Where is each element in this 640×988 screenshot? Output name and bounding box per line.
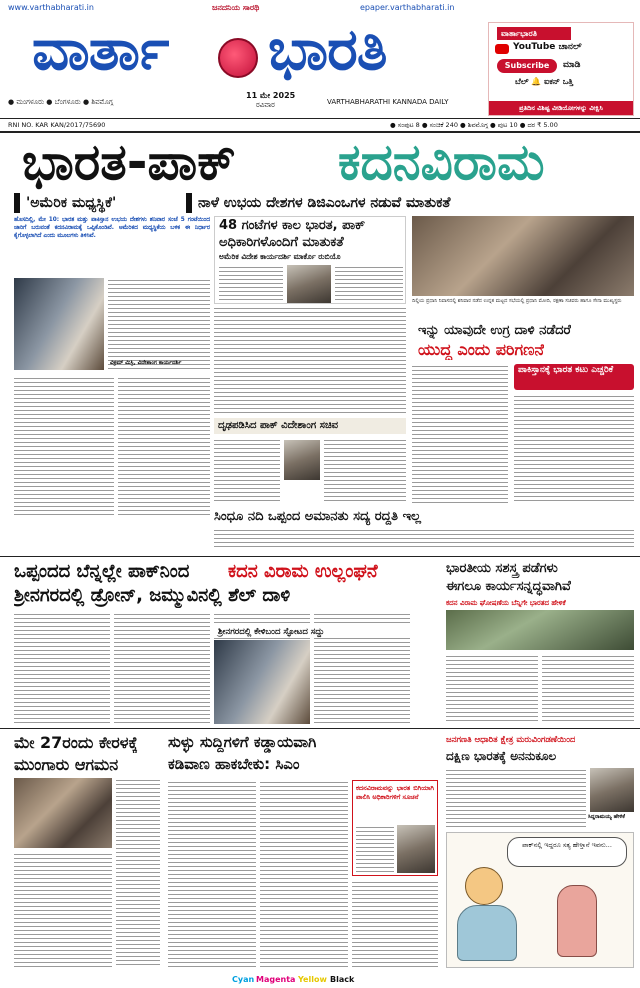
violation-body-1	[14, 612, 110, 724]
violation-body-2	[114, 612, 210, 724]
footer-black: Black	[330, 975, 355, 984]
footer-cyan: Cyan	[232, 975, 255, 984]
sindhu-headline: ಸಿಂಧೂ ನದಿ ಒಪ್ಪಂದ ಅಮಾನತು ಸದ್ಯ ರದ್ದತಿ ಇಲ್ಲ	[214, 509, 421, 524]
forces-subhead: ಕದನ ವಿರಾಮ ಘೋಷಣೆಯ ಬೆನ್ನಿಗೇ ಭಾರತದ ಹೇಳಿಕೆ	[446, 599, 566, 607]
rubio-photo	[287, 265, 331, 303]
sachiva-headline-bar	[214, 418, 406, 434]
war-body-left	[412, 364, 508, 504]
talks-body-left	[219, 265, 283, 303]
srinagar-photo	[214, 640, 310, 724]
section-divider-2	[0, 728, 640, 729]
title-right: ಭಾರತಿ	[268, 15, 387, 83]
section-divider-1	[0, 556, 640, 557]
cm-photo	[397, 825, 435, 873]
globe-logo-icon	[218, 38, 258, 78]
cartoon-figure-2	[557, 885, 597, 957]
color-bar	[0, 972, 640, 988]
monsoon-body-2	[14, 852, 112, 968]
violation-photo-caption-bar	[214, 626, 410, 638]
issue-date: 11 ಮೇ 2025	[246, 91, 296, 100]
masthead	[0, 0, 640, 118]
cm-box	[352, 780, 438, 876]
war-headline2: ಯುದ್ಧ ಎಂದು ಪರಿಗಣನೆ	[418, 340, 545, 359]
issue-info: ● ಸಂಪುಟ 8 ● ಸಂಚಿಕೆ 240 ● ಶಿವಮೊಗ್ಗ ● ಪುಟ 10 ● ದರ ₹ 5.00	[390, 121, 558, 129]
lead-body-a	[108, 278, 210, 370]
cm-headline1: ಸುಳ್ಳು ಸುದ್ದಿಗಳಿಗೆ ಕಡ್ಡಾಯವಾಗಿ	[168, 733, 317, 751]
monsoon-headline1: ಮೇ 27ರಂದು ಕೇರಳಕ್ಕೆ	[14, 733, 138, 752]
cartoon-bubble-text: ಪಾಕ್‌ನಲ್ಲಿ ಇದ್ದರೂ ಸತ್ಯ ಹೇಳ್ತಾನೆ ಇವನು...	[522, 841, 612, 849]
talks-headline2: ಅಧಿಕಾರಿಗಳೊಂದಿಗೆ ಮಾತುಕತೆ	[219, 235, 344, 250]
cm-headline2: ಕಡಿವಾಣ ಹಾಕಬೇಕು: ಸಿಎಂ	[168, 755, 300, 773]
promo-line4: ಬೆಲ್ 🔔 ಐಕನ್ ಒತ್ತಿ	[515, 77, 573, 86]
sub-right-box	[186, 193, 634, 213]
forces-headline1: ಭಾರತೀಯ ಸಶಸ್ತ್ರ ಪಡೆಗಳು	[446, 561, 558, 576]
talks-body-right	[335, 265, 403, 303]
census-body	[446, 768, 586, 828]
cm-body-1	[168, 780, 256, 968]
site-url-left[interactable]: www.varthabharati.in	[8, 3, 94, 12]
violation-headline2: ಶ್ರೀನಗರದಲ್ಲಿ ಡ್ರೋನ್, ಜಮ್ಮುವಿನಲ್ಲಿ ಶೆಲ್ ದಾಳಿ	[14, 585, 291, 606]
violation-headline-black: ಒಪ್ಪಂದದ ಬೆನ್ನಲ್ಲೇ ಪಾಕ್‌ನಿಂದ	[14, 561, 190, 582]
sachiva-headline: ದೃಢಪಡಿಸಿದ ಪಾಕ್ ವಿದೇಶಾಂಗ ಸಚಿವ	[218, 420, 339, 431]
cartoon-figure-head	[465, 867, 503, 905]
census-headline1: ಜನಗಣತಿ ಆಧಾರಿತ ಕ್ಷೇತ್ರ ಮರುವಿಂಗಡಣೆಯಿಂದ	[446, 735, 576, 745]
masthead-divider	[0, 118, 640, 119]
violation-body-5	[314, 640, 410, 724]
footer-yellow: Yellow	[298, 975, 327, 984]
sachiva-body-a	[214, 438, 280, 504]
forces-headline2: ಈಗಲೂ ಕಾರ್ಯಸನ್ನದ್ಧವಾಗಿವೆ	[446, 579, 571, 594]
issue-day: ರವಿವಾರ	[256, 101, 275, 109]
census-headline2: ದಕ್ಷಿಣ ಭಾರತಕ್ಕೆ ಅನನುಕೂಲ	[446, 749, 557, 763]
cartoon	[446, 832, 634, 968]
lead-headline-black: ಭಾರತ-ಪಾಕ್	[22, 133, 236, 191]
subscribe-button[interactable]: Subscribe	[497, 59, 557, 73]
title-left: ವಾರ್ತಾ	[32, 15, 169, 83]
footer-magenta: Magenta	[256, 975, 296, 984]
tagline: ಜನದನಿಯ ಸಾರಥಿ	[212, 3, 260, 12]
talks-body-lower	[214, 306, 406, 416]
site-url-right[interactable]: epaper.varthabharati.in	[360, 3, 455, 12]
cm-body-2	[260, 780, 348, 968]
lead-headline-teal: ಕದನವಿರಾಮ	[338, 133, 545, 191]
cm-box-text: ಕದನವಿರಾಮವನ್ನು ಭಾರತ ಬಿಗಿಯಾಗಿ ಪಾಲಿಸಿ ಅಧಿಕಾರಿಗಳಿಗೆ ಸೂಚನೆ	[356, 784, 434, 801]
paper-name: VARTHABHARATHI KANNADA DAILY	[327, 98, 449, 106]
rain-photo	[14, 778, 112, 848]
war-body-right	[514, 394, 634, 504]
rni-number: RNI NO. KAR KAN/2017/75690	[8, 121, 106, 129]
cm-box-body	[356, 825, 394, 873]
talks-box	[214, 216, 406, 304]
sindhu-body	[214, 528, 634, 550]
cartoon-bubble	[507, 837, 627, 867]
sub-right: ನಾಳೆ ಉಭಯ ದೇಶಗಳ ಡಿಜಿಎಂಒಗಳ ನಡುವೆ ಮಾತುಕತೆ	[198, 195, 451, 211]
sub-left-box	[14, 193, 164, 213]
promo-line3: ಮಾಡಿ	[563, 60, 581, 70]
lead-body-c	[118, 376, 210, 518]
lead-intro: ಹೊಸದಿಲ್ಲಿ, ಮೇ 10: ಭಾರತ ಮತ್ತು ಪಾಕಿಸ್ತಾನ ಉಭಯ ದೇಶಗಳು ಶನಿವಾರ ಸಂಜೆ 5 ಗಂಟೆಯಿಂದ ಜಾರಿಗೆ ಬರುವಂತೆ ಕದನವಿರಾಮಕ್ಕೆ ಒಪ್ಪಿಕೊಂಡಿವೆ. ಅಮೆರಿಕದ ಮಧ್ಯಸ್ಥಿಕೆಯ ಬಳಿಕ ಈ ನಿರ್ಧಾರ ಕೈಗೊಳ್ಳಲಾಗಿದೆ ಎಂದು ಮೂಲಗಳು ತಿಳಿಸಿವೆ.	[14, 217, 210, 239]
sub-left: 'ಅಮೆರಿಕ ಮಧ್ಯಸ್ಥಿಕೆ'	[26, 195, 117, 211]
forces-body-2	[542, 654, 634, 724]
forces-body-1	[446, 654, 538, 724]
promo-line1: ವಾರ್ತಾಭಾರತಿ	[497, 27, 571, 40]
cm-body-3	[352, 880, 438, 968]
violation-photo-caption: ಶ್ರೀನಗರದಲ್ಲಿ ಕೇಳಿಬಂದ ಸ್ಫೋಟದ ಸದ್ದು	[218, 627, 325, 637]
officers-photo	[446, 610, 634, 650]
violation-headline-red: ಕದನ ವಿರಾಮ ಉಲ್ಲಂಘನೆ	[228, 561, 378, 582]
pak-minister-photo	[284, 440, 320, 480]
portrait-caption: ವಿಕ್ರಮ್ ಮಿಸ್ರಿ, ವಿದೇಶಾಂಗ ಕಾರ್ಯದರ್ಶಿ	[110, 360, 182, 366]
youtube-icon	[495, 44, 509, 54]
war-headline1: ಇನ್ನು ಯಾವುದೇ ಉಗ್ರ ದಾಳಿ ನಡೆದರೆ	[418, 323, 571, 338]
youtube-promo[interactable]	[488, 22, 634, 116]
meeting-caption: ದಿಲ್ಲಿಯ ಪ್ರಧಾನಿ ನಿವಾಸದಲ್ಲಿ ಶನಿವಾರ ನಡೆದ ಉನ್ನತ ಮಟ್ಟದ ಸಭೆಯಲ್ಲಿ ಪ್ರಧಾನಿ ಮೋದಿ, ರಕ್ಷಣಾ ಸಚಿವರು ಹಾಗೂ ಸೇನಾ ಮುಖ್ಯಸ್ಥರು	[412, 298, 622, 304]
meeting-photo	[412, 216, 634, 296]
census-byline: ಸಿದ್ದರಾಮಯ್ಯ ಹೇಳಿಕೆ	[588, 814, 625, 820]
talks-byline: ಅಮೆರಿಕ ವಿದೇಶ ಕಾರ್ಯದರ್ಶಿ ಮಾರ್ಕೊ ರುಬಿಯೊ	[219, 252, 341, 261]
lead-body-b	[14, 376, 114, 518]
talks-headline1: 48 ಗಂಟೆಗಳ ಕಾಲ ಭಾರತ, ಪಾಕ್	[219, 218, 366, 233]
warning-box: ಪಾಕಿಸ್ತಾನಕ್ಕೆ ಭಾರತ ಕಟು ಎಚ್ಚರಿಕೆ	[514, 364, 634, 390]
monsoon-headline2: ಮುಂಗಾರು ಆಗಮನ	[14, 755, 119, 774]
siddaramaiah-photo	[590, 768, 634, 812]
monsoon-body-1	[116, 778, 160, 968]
promo-footer: ಪ್ರತಿದಿನ ವಿಶಿಷ್ಟ ವೀಡಿಯೋಗಳನ್ನು ವೀಕ್ಷಿಸಿ	[489, 101, 633, 115]
promo-line2: YouTube ಚಾನಲ್	[513, 42, 582, 52]
cartoon-figure-body	[457, 905, 517, 961]
portrait-photo	[14, 278, 104, 370]
sachiva-body-b	[324, 438, 406, 504]
editions: ● ಮಂಗಳೂರು ● ಬೆಂಗಳೂರು ● ಶಿವಮೊಗ್ಗ	[8, 98, 114, 106]
